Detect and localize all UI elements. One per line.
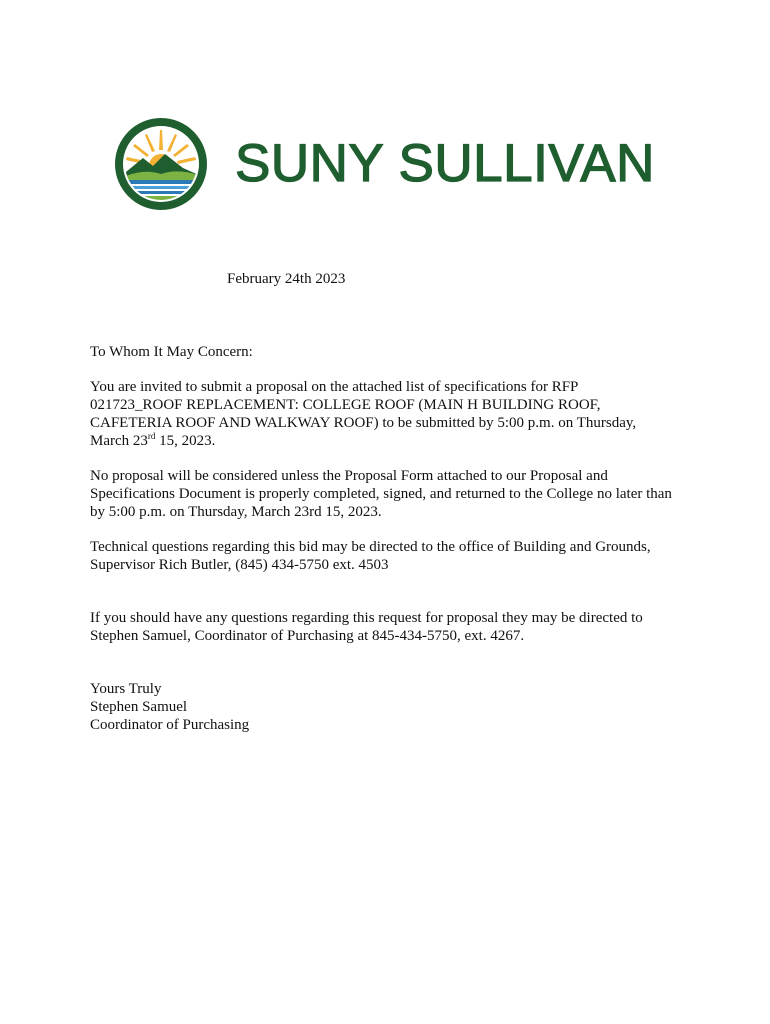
paragraph-line: Specifications Document is properly completed, signed, and returned to the College no later than	[90, 486, 672, 502]
logo-wordmark: SUNY SULLIVAN	[235, 134, 655, 193]
paragraph-line: Technical questions regarding this bid may be directed to the office of Building and Grounds,	[90, 539, 651, 555]
signer-name: Stephen Samuel	[90, 699, 188, 715]
paragraph-purchasing-questions	[90, 609, 690, 645]
paragraph-conditions	[90, 467, 690, 521]
signer-title: Coordinator of Purchasing	[90, 717, 250, 733]
paragraph-line: CAFETERIA ROOF AND WALKWAY ROOF) to be submitted by 5:00 p.m. on Thursday,	[90, 415, 637, 431]
paragraph-invitation	[90, 378, 690, 450]
paragraph-line: If you should have any questions regarding this request for proposal they may be directed to	[90, 610, 643, 626]
paragraph-line: No proposal will be considered unless the Proposal Form attached to our Proposal and	[90, 468, 608, 484]
suny-sullivan-emblem-icon	[113, 116, 209, 212]
paragraph-line: 021723_ROOF REPLACEMENT: COLLEGE ROOF (MAIN H BUILDING ROOF,	[90, 397, 601, 413]
letter-date: February 24th 2023	[227, 271, 346, 287]
letter-body	[90, 343, 690, 734]
due-date-ordinal: rd	[147, 431, 156, 441]
paragraph-line: Supervisor Rich Butler, (845) 434-5750 ext. 4503	[90, 557, 389, 573]
due-date-prefix: March 23	[90, 433, 148, 449]
paragraph-line: by 5:00 p.m. on Thursday, March 23rd 15, 2023.	[90, 504, 382, 520]
paragraph-line	[90, 432, 690, 450]
closing-line: Yours Truly	[90, 681, 162, 697]
suny-sullivan-logo	[113, 116, 653, 212]
paragraph-line: Stephen Samuel, Coordinator of Purchasing at 845-434-5750, ext. 4267.	[90, 628, 525, 644]
due-date-suffix: 15, 2023.	[155, 433, 216, 449]
salutation: To Whom It May Concern:	[90, 344, 253, 360]
closing-signature	[90, 680, 690, 734]
paragraph-line: You are invited to submit a proposal on the attached list of specifications for RFP	[90, 379, 579, 395]
paragraph-technical-questions	[90, 538, 690, 574]
